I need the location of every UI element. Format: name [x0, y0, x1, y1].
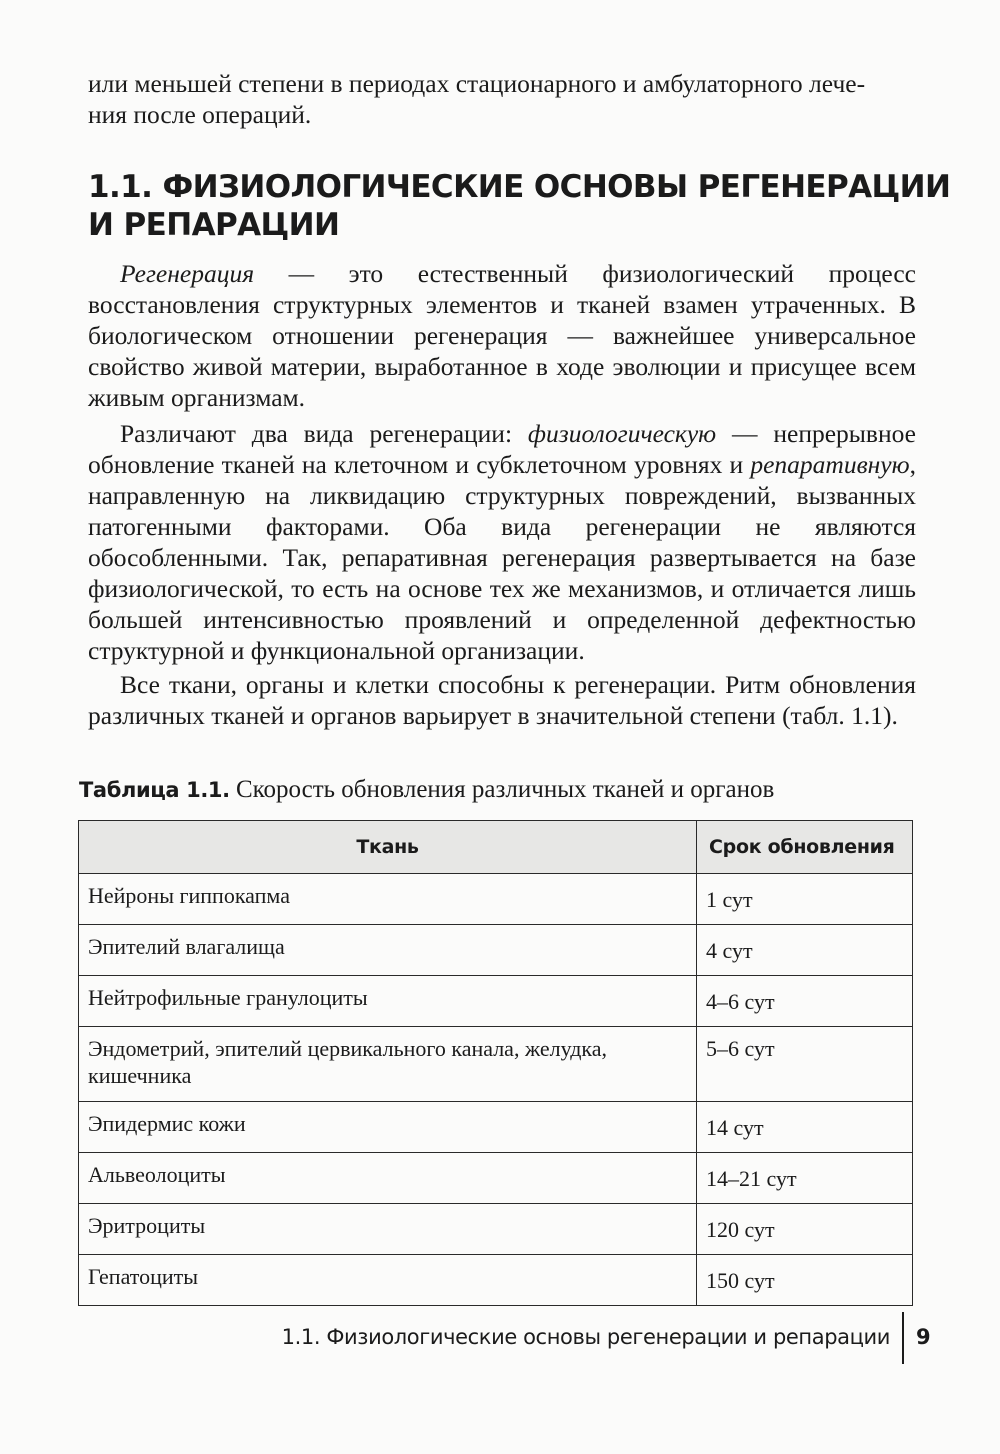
running-title: 1.1. Физиологические основы регенерации и репарации [281, 1325, 890, 1349]
section-heading-line-1: 1.1. ФИЗИОЛОГИЧЕСКИЕ ОСНОВЫ РЕГЕНЕРАЦИИ [88, 169, 951, 205]
table-row [79, 1204, 913, 1255]
period-cell: 14 сут [697, 1102, 913, 1153]
paragraph-regeneration-types [88, 418, 916, 666]
tissue-renewal-table [78, 820, 913, 1306]
tissue-cell: Эритроциты [79, 1204, 697, 1255]
page-number: 9 [916, 1325, 931, 1349]
paragraph-regeneration-definition [88, 258, 916, 413]
tissue-cell: Нейроны гиппокапма [79, 874, 697, 925]
table-row [79, 925, 913, 976]
section-heading-line-2: И РЕПАРАЦИИ [88, 207, 340, 243]
table-row [79, 1102, 913, 1153]
table-row [79, 1027, 913, 1102]
period-cell: 4 сут [697, 925, 913, 976]
header-tissue: Ткань [79, 821, 697, 874]
section-heading [88, 168, 951, 244]
tissue-cell: Эпидермис кожи [79, 1102, 697, 1153]
table-row [79, 874, 913, 925]
table-caption-label: Таблица 1.1. [79, 778, 230, 802]
intro-line-1: или меньшей степени в периодах стационарного и амбулаторного лече- [88, 69, 866, 98]
paragraph2-text-a: Различают два вида регенерации: [120, 419, 528, 448]
intro-paragraph [88, 68, 916, 130]
table-caption [79, 774, 774, 806]
paragraph2-text-b: — непрерывное обновление тканей на клеточном и субклеточном уровнях и [88, 419, 916, 479]
table-header-row [79, 821, 913, 874]
tissue-cell: Альвеолоциты [79, 1153, 697, 1204]
period-cell: 5–6 сут [697, 1027, 913, 1102]
tissue-cell: Нейтрофильные гранулоциты [79, 976, 697, 1027]
period-cell: 150 сут [697, 1255, 913, 1306]
period-cell: 14–21 сут [697, 1153, 913, 1204]
paragraph2-text-c: , направленную на ликвидацию структурных повреждений, вызванных патогенными факторами. Оба вида регенерации не являются обособленными. Так, репаративная регенерация развертывается на базе физиологической, то есть на основе тех же механизмов, и отличается лишь большей интенсивностью проявлений и определенной дефектностью структурной и функциональной организации. [88, 450, 916, 665]
term-physiological: физиологическую [527, 419, 717, 448]
table-row [79, 1153, 913, 1204]
period-cell: 120 сут [697, 1204, 913, 1255]
period-cell: 1 сут [697, 874, 913, 925]
tissue-cell: Эндометрий, эпителий цервикального канала, желудка, кишечника [79, 1027, 697, 1102]
table-row [79, 1255, 913, 1306]
term-regeneration: Регенерация [120, 259, 255, 288]
tissue-cell: Эпителий влагалища [79, 925, 697, 976]
tissue-cell: Гепатоциты [79, 1255, 697, 1306]
paragraph-renewal-rhythm [88, 669, 916, 731]
period-cell: 4–6 сут [697, 976, 913, 1027]
paragraph3-text: Все ткани, органы и клетки способны к регенерации. Ритм обновления различных тканей и органов варьирует в значительной степени (табл. 1.1). [88, 670, 916, 730]
paragraph1-text: — это естественный физиологический процесс восстановления структурных элементов и тканей взамен утраченных. В биологическом отношении регенерация — важнейшее универсальное свойство живой материи, выработанное в ходе эволюции и присущее всем живым организмам. [88, 259, 916, 412]
footer-divider [902, 1312, 904, 1364]
term-reparative: репаративную [750, 450, 910, 479]
table-row [79, 976, 913, 1027]
intro-line-2: ния после операций. [88, 100, 312, 129]
header-renewal-period: Срок обновления [697, 821, 913, 874]
table-caption-text: Скорость обновления различных тканей и органов [229, 776, 775, 803]
